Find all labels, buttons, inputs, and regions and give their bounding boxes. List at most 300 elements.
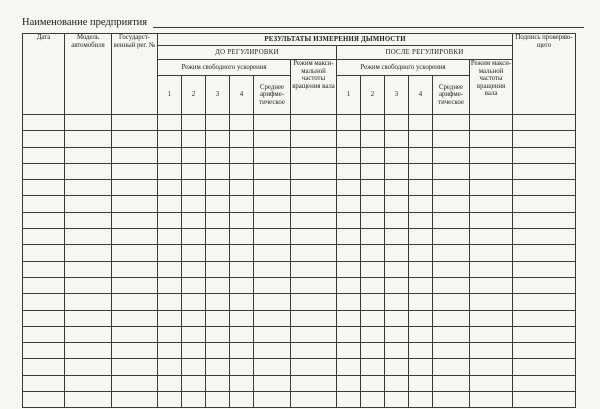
table-cell[interactable] — [23, 245, 65, 261]
table-cell[interactable] — [23, 131, 65, 147]
table-cell[interactable] — [230, 343, 254, 359]
table-cell[interactable] — [433, 392, 470, 408]
table-cell[interactable] — [112, 115, 158, 131]
table-cell[interactable] — [206, 180, 230, 196]
table-cell[interactable] — [433, 294, 470, 310]
table-cell[interactable] — [513, 343, 576, 359]
table-cell[interactable] — [230, 375, 254, 391]
subheader-after-free-accel: Режим свободного ускорения — [337, 60, 470, 76]
table-cell[interactable] — [470, 375, 513, 391]
table-cell[interactable] — [433, 277, 470, 293]
table-cell[interactable] — [470, 131, 513, 147]
table-cell[interactable] — [112, 294, 158, 310]
table-cell[interactable] — [361, 196, 385, 212]
table-cell[interactable] — [254, 131, 291, 147]
table-cell[interactable] — [206, 343, 230, 359]
table-cell[interactable] — [361, 131, 385, 147]
table-cell[interactable] — [409, 163, 433, 179]
table-cell[interactable] — [361, 375, 385, 391]
table-cell[interactable] — [291, 180, 337, 196]
table-cell[interactable] — [433, 180, 470, 196]
table-cell[interactable] — [182, 245, 206, 261]
table-cell[interactable] — [291, 261, 337, 277]
table-cell[interactable] — [158, 245, 182, 261]
table-cell[interactable] — [230, 326, 254, 342]
table-cell[interactable] — [254, 343, 291, 359]
table-cell[interactable] — [230, 180, 254, 196]
table-cell[interactable] — [361, 261, 385, 277]
table-cell[interactable] — [433, 261, 470, 277]
before-measurement-4: 4 — [230, 76, 254, 115]
table-cell[interactable] — [409, 229, 433, 245]
table-cell[interactable] — [182, 261, 206, 277]
table-cell[interactable] — [433, 212, 470, 228]
table-cell[interactable] — [385, 163, 409, 179]
table-cell[interactable] — [385, 359, 409, 375]
table-cell[interactable] — [409, 294, 433, 310]
table-cell[interactable] — [470, 212, 513, 228]
table-cell[interactable] — [23, 261, 65, 277]
table-cell[interactable] — [23, 359, 65, 375]
table-cell[interactable] — [470, 245, 513, 261]
table-cell[interactable] — [254, 359, 291, 375]
table-cell[interactable] — [65, 115, 112, 131]
table-cell[interactable] — [409, 392, 433, 408]
table-cell[interactable] — [112, 343, 158, 359]
table-cell[interactable] — [291, 245, 337, 261]
table-cell[interactable] — [361, 392, 385, 408]
table-cell[interactable] — [65, 163, 112, 179]
table-cell[interactable] — [291, 343, 337, 359]
table-cell[interactable] — [409, 147, 433, 163]
table-cell[interactable] — [230, 310, 254, 326]
table-cell[interactable] — [158, 180, 182, 196]
table-cell[interactable] — [23, 326, 65, 342]
table-cell[interactable] — [470, 147, 513, 163]
subheader-before-free-accel: Режим свободного ускорения — [158, 60, 291, 76]
table-cell[interactable] — [385, 392, 409, 408]
table-cell[interactable] — [337, 229, 361, 245]
table-cell[interactable] — [182, 180, 206, 196]
table-cell[interactable] — [291, 310, 337, 326]
table-cell[interactable] — [206, 147, 230, 163]
table-cell[interactable] — [158, 277, 182, 293]
table-cell[interactable] — [470, 163, 513, 179]
table-cell[interactable] — [513, 310, 576, 326]
table-cell[interactable] — [65, 261, 112, 277]
table-cell[interactable] — [337, 310, 361, 326]
table-cell[interactable] — [291, 375, 337, 391]
table-cell[interactable] — [158, 294, 182, 310]
table-cell[interactable] — [254, 294, 291, 310]
table-cell[interactable] — [182, 375, 206, 391]
table-cell[interactable] — [385, 277, 409, 293]
table-cell[interactable] — [254, 115, 291, 131]
table-cell[interactable] — [470, 277, 513, 293]
table-cell[interactable] — [433, 115, 470, 131]
table-cell[interactable] — [23, 212, 65, 228]
table-cell[interactable] — [23, 163, 65, 179]
table-cell[interactable] — [65, 392, 112, 408]
table-cell[interactable] — [112, 131, 158, 147]
table-cell[interactable] — [337, 326, 361, 342]
table-cell[interactable] — [254, 326, 291, 342]
table-cell[interactable] — [158, 115, 182, 131]
table-cell[interactable] — [182, 131, 206, 147]
table-cell[interactable] — [230, 147, 254, 163]
table-cell[interactable] — [433, 196, 470, 212]
table-cell[interactable] — [513, 147, 576, 163]
table-cell[interactable] — [433, 245, 470, 261]
table-cell[interactable] — [182, 392, 206, 408]
table-cell[interactable] — [158, 326, 182, 342]
table-cell[interactable] — [513, 229, 576, 245]
table-cell[interactable] — [158, 375, 182, 391]
table-cell[interactable] — [158, 343, 182, 359]
table-row — [23, 147, 576, 163]
table-cell[interactable] — [385, 147, 409, 163]
table-cell[interactable] — [409, 359, 433, 375]
table-cell[interactable] — [470, 392, 513, 408]
table-cell[interactable] — [409, 245, 433, 261]
table-cell[interactable] — [433, 343, 470, 359]
table-cell[interactable] — [470, 261, 513, 277]
table-cell[interactable] — [254, 310, 291, 326]
table-cell[interactable] — [409, 277, 433, 293]
table-cell[interactable] — [513, 180, 576, 196]
table-cell[interactable] — [291, 163, 337, 179]
table-cell[interactable] — [206, 196, 230, 212]
table-cell[interactable] — [361, 343, 385, 359]
table-cell[interactable] — [433, 326, 470, 342]
table-cell[interactable] — [361, 326, 385, 342]
table-cell[interactable] — [65, 212, 112, 228]
table-cell[interactable] — [433, 375, 470, 391]
table-cell[interactable] — [385, 326, 409, 342]
table-cell[interactable] — [254, 375, 291, 391]
table-cell[interactable] — [385, 212, 409, 228]
table-cell[interactable] — [182, 229, 206, 245]
table-cell[interactable] — [65, 326, 112, 342]
table-cell[interactable] — [158, 196, 182, 212]
table-cell[interactable] — [23, 343, 65, 359]
table-cell[interactable] — [291, 326, 337, 342]
table-cell[interactable] — [513, 212, 576, 228]
table-cell[interactable] — [254, 245, 291, 261]
table-cell[interactable] — [385, 294, 409, 310]
table-cell[interactable] — [470, 326, 513, 342]
table-cell[interactable] — [361, 180, 385, 196]
table-cell[interactable] — [361, 212, 385, 228]
table-cell[interactable] — [23, 277, 65, 293]
table-cell[interactable] — [385, 261, 409, 277]
table-cell[interactable] — [230, 277, 254, 293]
table-cell[interactable] — [291, 294, 337, 310]
table-cell[interactable] — [182, 310, 206, 326]
table-cell[interactable] — [433, 229, 470, 245]
table-cell[interactable] — [206, 310, 230, 326]
table-cell[interactable] — [513, 277, 576, 293]
table-cell[interactable] — [206, 277, 230, 293]
table-cell[interactable] — [206, 375, 230, 391]
table-cell[interactable] — [361, 147, 385, 163]
table-cell[interactable] — [254, 196, 291, 212]
table-cell[interactable] — [65, 277, 112, 293]
table-cell[interactable] — [65, 310, 112, 326]
table-cell[interactable] — [361, 245, 385, 261]
table-cell[interactable] — [361, 294, 385, 310]
table-cell[interactable] — [158, 212, 182, 228]
table-cell[interactable] — [206, 294, 230, 310]
table-cell[interactable] — [158, 147, 182, 163]
table-cell[interactable] — [291, 277, 337, 293]
table-cell[interactable] — [158, 392, 182, 408]
table-cell[interactable] — [112, 277, 158, 293]
table-cell[interactable] — [230, 359, 254, 375]
table-cell[interactable] — [230, 131, 254, 147]
table-cell[interactable] — [206, 359, 230, 375]
table-cell[interactable] — [385, 115, 409, 131]
table-cell[interactable] — [470, 359, 513, 375]
table-cell[interactable] — [23, 147, 65, 163]
table-cell[interactable] — [158, 310, 182, 326]
table-cell[interactable] — [291, 359, 337, 375]
organization-name-field[interactable] — [153, 16, 584, 28]
table-cell[interactable] — [65, 375, 112, 391]
table-cell[interactable] — [254, 163, 291, 179]
table-cell[interactable] — [65, 294, 112, 310]
table-cell[interactable] — [112, 180, 158, 196]
table-cell[interactable] — [337, 147, 361, 163]
table-cell[interactable] — [230, 196, 254, 212]
table-cell[interactable] — [361, 229, 385, 245]
table-cell[interactable] — [337, 245, 361, 261]
table-cell[interactable] — [470, 294, 513, 310]
table-cell[interactable] — [513, 196, 576, 212]
table-row — [23, 326, 576, 342]
table-cell[interactable] — [337, 343, 361, 359]
table-cell[interactable] — [513, 131, 576, 147]
table-cell[interactable] — [513, 115, 576, 131]
table-cell[interactable] — [291, 115, 337, 131]
table-cell[interactable] — [291, 229, 337, 245]
table-cell[interactable] — [65, 147, 112, 163]
table-cell[interactable] — [361, 163, 385, 179]
table-cell[interactable] — [206, 326, 230, 342]
table-cell[interactable] — [23, 196, 65, 212]
table-cell[interactable] — [337, 212, 361, 228]
table-cell[interactable] — [337, 163, 361, 179]
table-cell[interactable] — [65, 229, 112, 245]
table-cell[interactable] — [385, 229, 409, 245]
table-cell[interactable] — [206, 212, 230, 228]
table-cell[interactable] — [337, 277, 361, 293]
table-cell[interactable] — [513, 359, 576, 375]
table-cell[interactable] — [513, 375, 576, 391]
table-cell[interactable] — [291, 131, 337, 147]
table-cell[interactable] — [291, 196, 337, 212]
table-cell[interactable] — [182, 147, 206, 163]
table-cell[interactable] — [23, 180, 65, 196]
table-cell[interactable] — [158, 229, 182, 245]
organization-label: Наименование предприятия — [22, 17, 148, 28]
table-cell[interactable] — [182, 277, 206, 293]
table-cell[interactable] — [158, 359, 182, 375]
table-cell[interactable] — [361, 115, 385, 131]
table-cell[interactable] — [470, 180, 513, 196]
table-cell[interactable] — [513, 261, 576, 277]
table-cell[interactable] — [254, 229, 291, 245]
table-cell[interactable] — [361, 359, 385, 375]
table-cell[interactable] — [23, 115, 65, 131]
table-cell[interactable] — [182, 326, 206, 342]
table-cell[interactable] — [337, 359, 361, 375]
table-cell[interactable] — [513, 392, 576, 408]
table-cell[interactable] — [230, 229, 254, 245]
table-cell[interactable] — [182, 163, 206, 179]
table-cell[interactable] — [182, 196, 206, 212]
table-cell[interactable] — [513, 245, 576, 261]
table-cell[interactable] — [206, 131, 230, 147]
table-cell[interactable] — [337, 115, 361, 131]
table-cell[interactable] — [433, 310, 470, 326]
table-cell[interactable] — [23, 310, 65, 326]
table-cell[interactable] — [158, 261, 182, 277]
before-average: Среднее арифме-тическое — [254, 76, 291, 115]
section-header-after: ПОСЛЕ РЕГУЛИРОВКИ — [337, 46, 513, 60]
table-cell[interactable] — [230, 115, 254, 131]
table-cell[interactable] — [254, 212, 291, 228]
table-cell[interactable] — [112, 375, 158, 391]
table-cell[interactable] — [513, 326, 576, 342]
table-cell[interactable] — [65, 359, 112, 375]
table-cell[interactable] — [254, 392, 291, 408]
table-cell[interactable] — [254, 277, 291, 293]
table-cell[interactable] — [230, 245, 254, 261]
table-cell[interactable] — [158, 163, 182, 179]
table-cell[interactable] — [182, 115, 206, 131]
table-cell[interactable] — [409, 261, 433, 277]
table-cell[interactable] — [254, 147, 291, 163]
table-cell[interactable] — [385, 180, 409, 196]
table-cell[interactable] — [112, 196, 158, 212]
table-cell[interactable] — [182, 294, 206, 310]
table-cell[interactable] — [230, 212, 254, 228]
table-cell[interactable] — [23, 229, 65, 245]
table-cell[interactable] — [409, 212, 433, 228]
table-cell[interactable] — [291, 147, 337, 163]
table-cell[interactable] — [291, 212, 337, 228]
table-cell[interactable] — [112, 359, 158, 375]
table-cell[interactable] — [433, 163, 470, 179]
table-cell[interactable] — [470, 229, 513, 245]
table-cell[interactable] — [409, 343, 433, 359]
table-cell[interactable] — [112, 326, 158, 342]
table-cell[interactable] — [513, 294, 576, 310]
table-cell[interactable] — [206, 229, 230, 245]
table-cell[interactable] — [291, 392, 337, 408]
table-cell[interactable] — [470, 310, 513, 326]
table-cell[interactable] — [409, 310, 433, 326]
table-cell[interactable] — [182, 359, 206, 375]
table-cell[interactable] — [230, 163, 254, 179]
subheader-before-max-rpm: Режим макси-мальной частоты вращения вала — [291, 60, 337, 115]
table-cell[interactable] — [470, 196, 513, 212]
table-cell[interactable] — [433, 359, 470, 375]
table-cell[interactable] — [337, 392, 361, 408]
table-cell[interactable] — [112, 212, 158, 228]
table-cell[interactable] — [409, 196, 433, 212]
table-cell[interactable] — [23, 375, 65, 391]
table-cell[interactable] — [337, 196, 361, 212]
table-cell[interactable] — [112, 163, 158, 179]
table-cell[interactable] — [65, 245, 112, 261]
table-cell[interactable] — [112, 245, 158, 261]
table-cell[interactable] — [409, 115, 433, 131]
table-cell[interactable] — [23, 294, 65, 310]
table-cell[interactable] — [206, 261, 230, 277]
table-cell[interactable] — [158, 131, 182, 147]
table-cell[interactable] — [112, 310, 158, 326]
table-cell[interactable] — [385, 245, 409, 261]
table-cell[interactable] — [409, 375, 433, 391]
table-cell[interactable] — [65, 343, 112, 359]
table-cell[interactable] — [230, 294, 254, 310]
table-cell[interactable] — [254, 180, 291, 196]
table-cell[interactable] — [65, 196, 112, 212]
table-cell[interactable] — [337, 294, 361, 310]
table-cell[interactable] — [337, 131, 361, 147]
table-cell[interactable] — [385, 310, 409, 326]
table-cell[interactable] — [385, 343, 409, 359]
table-cell[interactable] — [112, 261, 158, 277]
table-cell[interactable] — [433, 131, 470, 147]
table-cell[interactable] — [470, 115, 513, 131]
table-cell[interactable] — [65, 180, 112, 196]
table-cell[interactable] — [254, 261, 291, 277]
table-cell[interactable] — [23, 392, 65, 408]
table-cell[interactable] — [230, 261, 254, 277]
table-cell[interactable] — [112, 392, 158, 408]
table-cell[interactable] — [337, 180, 361, 196]
table-cell[interactable] — [361, 277, 385, 293]
table-cell[interactable] — [470, 343, 513, 359]
table-cell[interactable] — [409, 326, 433, 342]
table-cell[interactable] — [112, 147, 158, 163]
table-cell[interactable] — [385, 375, 409, 391]
table-cell[interactable] — [65, 131, 112, 147]
table-cell[interactable] — [337, 375, 361, 391]
table-row — [23, 163, 576, 179]
table-cell[interactable] — [385, 131, 409, 147]
table-cell[interactable] — [513, 163, 576, 179]
table-cell[interactable] — [112, 229, 158, 245]
table-cell[interactable] — [206, 392, 230, 408]
table-cell[interactable] — [361, 310, 385, 326]
table-cell[interactable] — [182, 343, 206, 359]
table-cell[interactable] — [409, 131, 433, 147]
table-cell[interactable] — [337, 261, 361, 277]
table-cell[interactable] — [433, 147, 470, 163]
table-cell[interactable] — [206, 115, 230, 131]
table-cell[interactable] — [409, 180, 433, 196]
table-cell[interactable] — [385, 196, 409, 212]
after-measurement-3: 3 — [385, 76, 409, 115]
table-cell[interactable] — [230, 392, 254, 408]
table-cell[interactable] — [206, 163, 230, 179]
table-cell[interactable] — [206, 245, 230, 261]
table-cell[interactable] — [182, 212, 206, 228]
